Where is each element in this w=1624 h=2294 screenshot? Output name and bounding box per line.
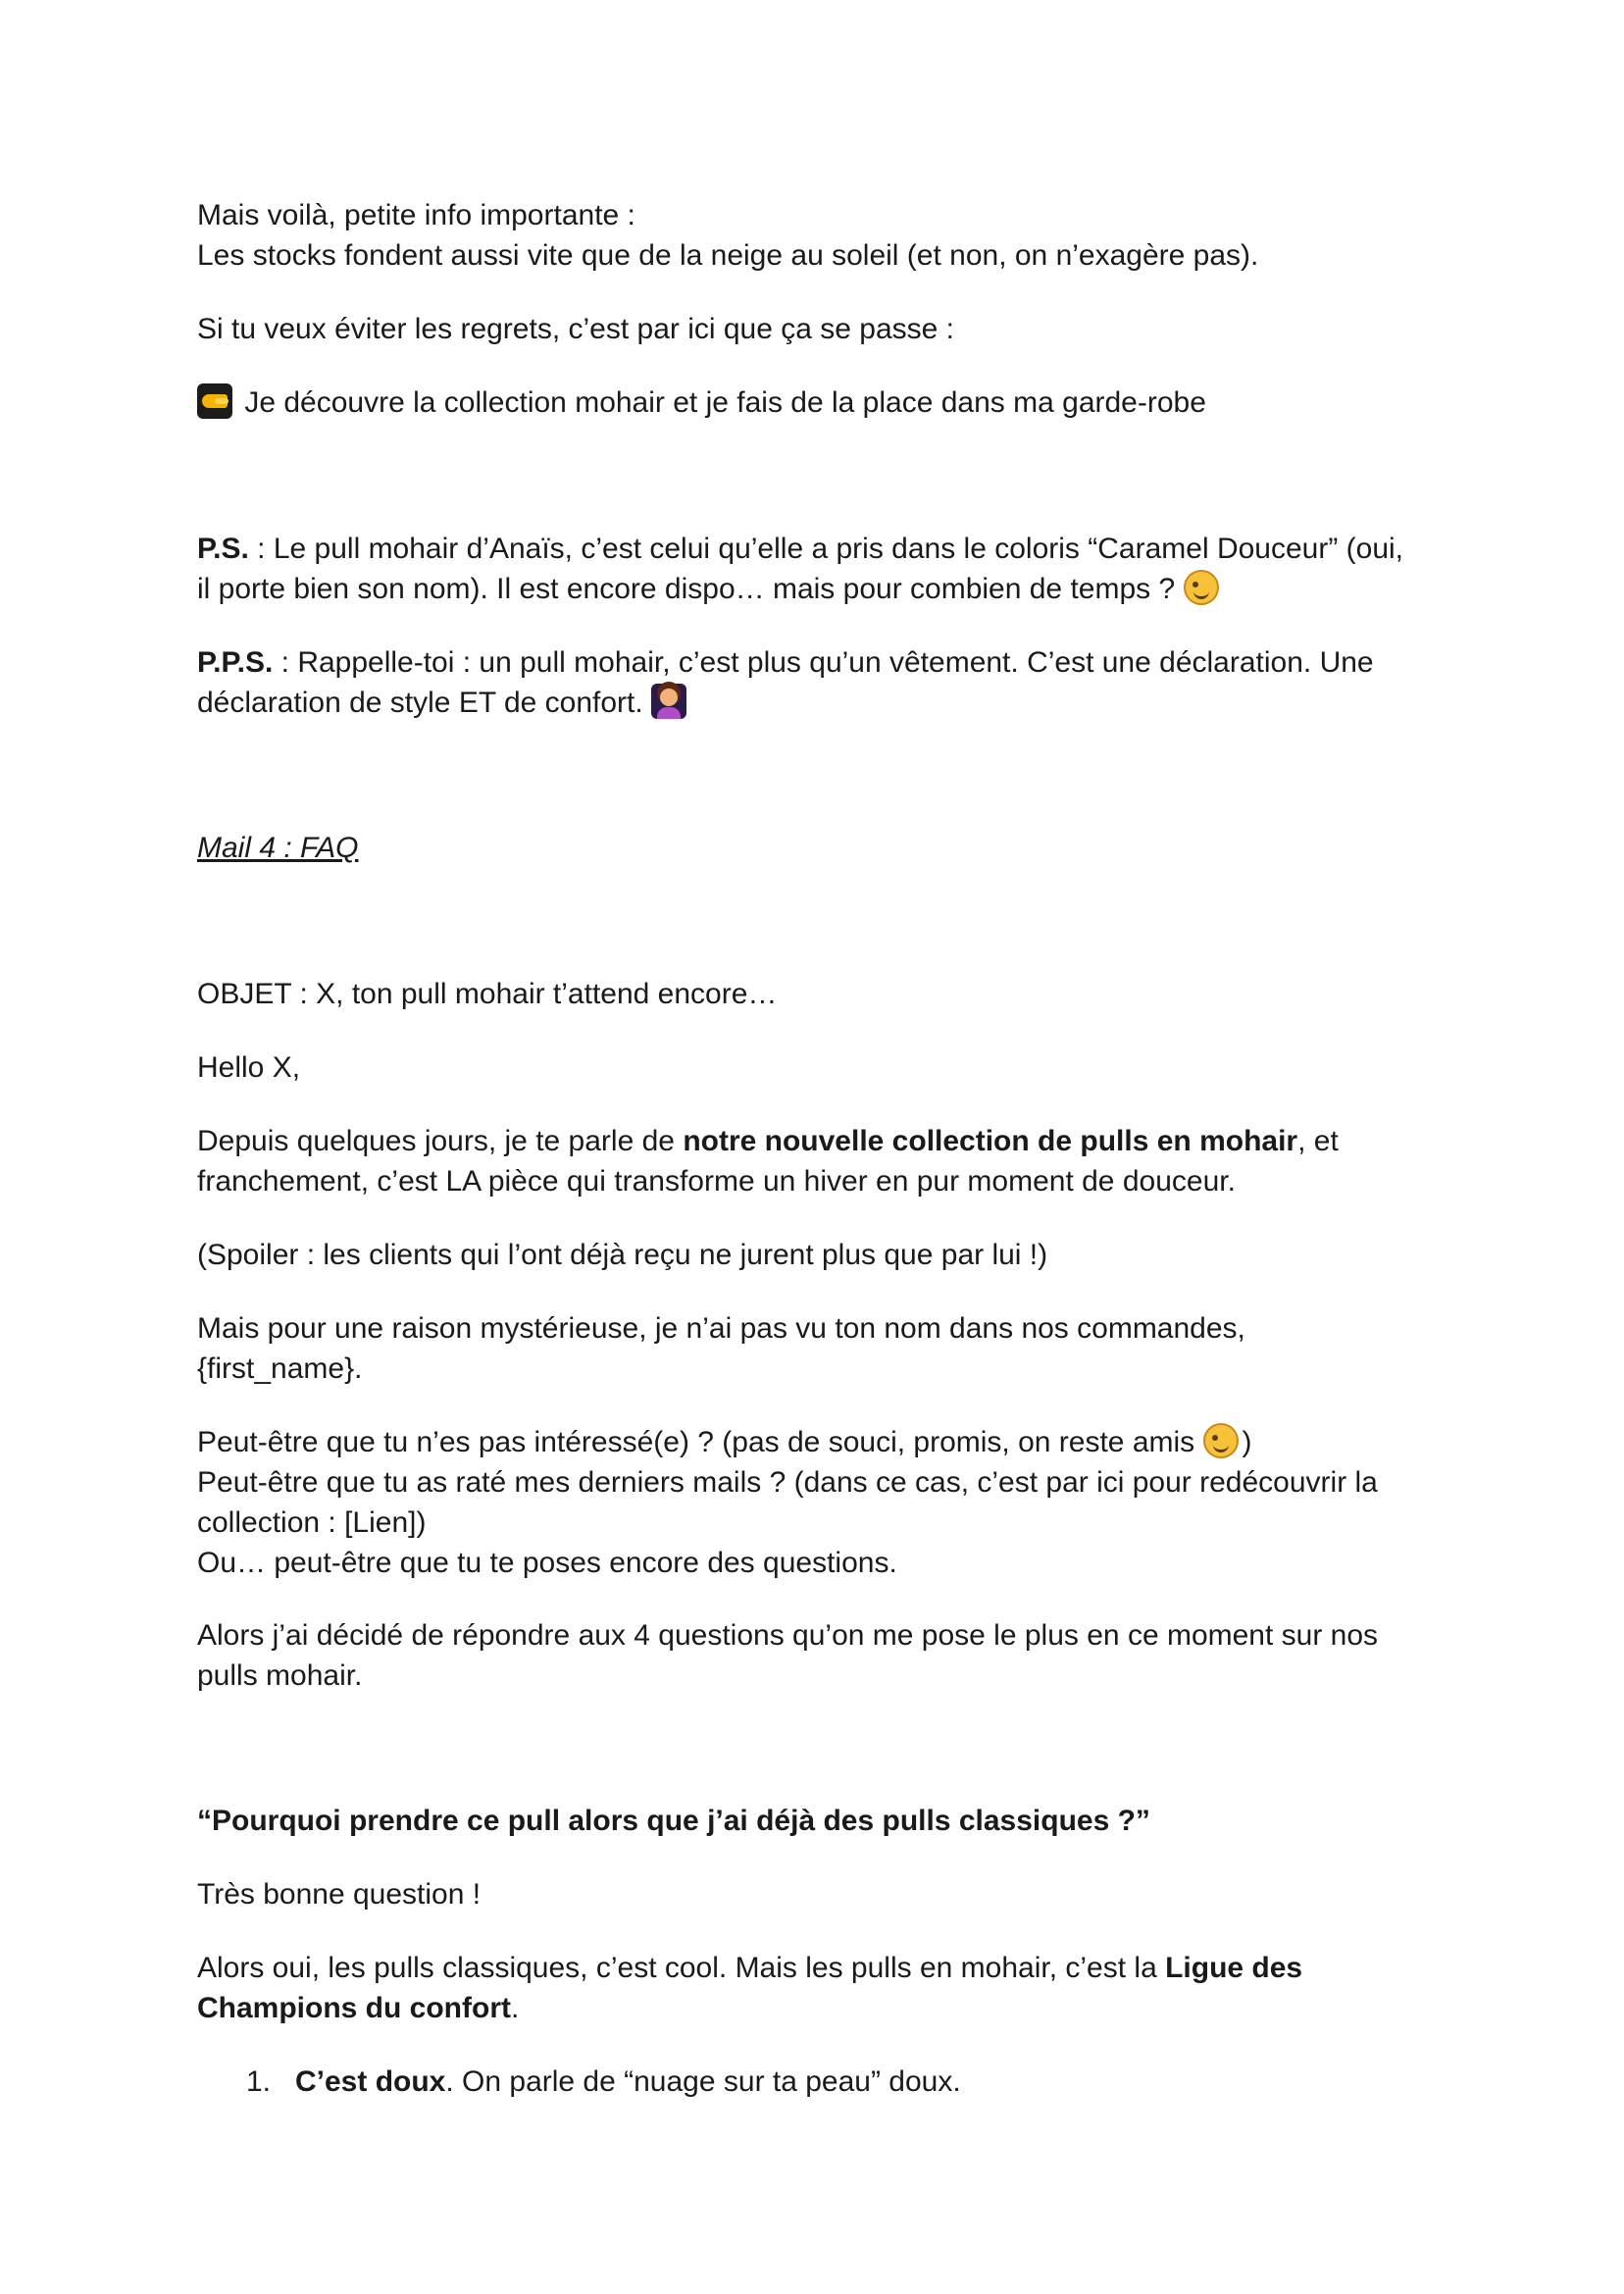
champions-line-2-bold: Champions du confort	[197, 1992, 511, 2024]
maybe-line-3[interactable]: collection : [Lien])	[197, 1506, 427, 1539]
greeting: Hello X,	[197, 1051, 301, 1084]
winking-face-icon	[1184, 570, 1219, 605]
info-line-2: Les stocks fondent aussi vite que de la neige au soleil (et non, on n’exagère pas).	[197, 239, 1259, 272]
mysterious-line-1: Mais pour une raison mystérieuse, je n’ai pas vu ton nom dans nos commandes,	[197, 1312, 1245, 1345]
answer-intro: Très bonne question !	[197, 1878, 482, 1911]
list-item-rest: . On parle de “nuage sur ta peau” doux.	[445, 2065, 961, 2098]
champions-text-a: Alors oui, les pulls classiques, c’est cool. Mais les pulls en mohair, c’est la	[197, 1952, 1166, 1984]
mysterious-paragraph	[197, 1308, 1443, 1389]
decision-paragraph	[197, 1615, 1443, 1696]
email-subject: OBJET : X, ton pull mohair t’attend encore…	[197, 978, 778, 1010]
ps-line-2: il porte bien son nom). Il est encore dispo… mais pour combien de temps ?	[197, 573, 1176, 605]
maybe-line-2: Peut-être que tu as raté mes derniers mails ? (dans ce cas, c’est par ici pour redécouvrir la	[197, 1466, 1378, 1499]
mysterious-line-2: {first_name}.	[197, 1352, 363, 1385]
maybe-paragraph	[197, 1422, 1443, 1583]
decision-line-2: pulls mohair.	[197, 1659, 363, 1692]
maybe-line-1: Peut-être que tu n’es pas intéressé(e) ? (pas de souci, promis, on reste amis	[197, 1426, 1203, 1458]
maybe-line-4: Ou… peut-être que tu te poses encore des questions.	[197, 1547, 897, 1579]
list-item-bold: C’est doux	[295, 2065, 446, 2098]
info-paragraph	[197, 195, 1443, 276]
regrets-paragraph: Si tu veux éviter les regrets, c’est par ici que ça se passe :	[197, 313, 955, 345]
ps-label: P.S.	[197, 533, 249, 565]
list-item	[295, 2062, 1443, 2102]
ps-line-1: : Le pull mohair d’Anaïs, c’est celui qu’elle a pris dans le coloris “Caramel Douceur” (oui,	[248, 533, 1404, 565]
winking-face-icon	[1203, 1423, 1239, 1458]
champions-line-2-end: .	[510, 1992, 520, 2024]
collection-link-paragraph[interactable]	[197, 382, 1443, 423]
ps-paragraph	[197, 529, 1443, 609]
maybe-line-1-end: )	[1242, 1426, 1252, 1458]
collection-link-text[interactable]: Je découvre la collection mohair et je fais de la place dans ma garde-robe	[244, 386, 1206, 419]
list-number: 1.	[246, 2065, 272, 2098]
intro-paragraph	[197, 1121, 1443, 1201]
woman-tipping-hand-icon	[651, 684, 686, 719]
intro-text-bold: notre nouvelle collection de pulls en mohair	[683, 1125, 1298, 1157]
pps-label: P.P.S.	[197, 646, 274, 679]
spoiler-paragraph: (Spoiler : les clients qui l’ont déjà reçu ne jurent plus que par lui !)	[197, 1239, 1048, 1271]
decision-line-1: Alors j’ai décidé de répondre aux 4 questions qu’on me pose le plus en ce moment sur nos	[197, 1619, 1379, 1652]
champions-paragraph	[197, 1948, 1443, 2028]
pps-line-2: déclaration de style ET de confort.	[197, 687, 643, 719]
info-line-1: Mais voilà, petite info importante :	[197, 199, 635, 231]
question-heading: “Pourquoi prendre ce pull alors que j’ai déjà des pulls classiques ?”	[197, 1805, 1150, 1837]
pps-line-1: : Rappelle-toi : un pull mohair, c’est plus qu’un vêtement. C’est une déclaration. Une	[273, 646, 1374, 679]
mail-heading: Mail 4 : FAQ	[197, 832, 359, 864]
pps-paragraph	[197, 642, 1443, 723]
backhand-index-pointing-right-icon	[197, 383, 232, 419]
intro-text-a: Depuis quelques jours, je te parle de	[197, 1125, 684, 1157]
champions-text-bold: Ligue des	[1165, 1952, 1303, 1984]
intro-text-c: , et	[1297, 1125, 1339, 1157]
intro-line-2: franchement, c’est LA pièce qui transforme un hiver en pur moment de douceur.	[197, 1165, 1236, 1198]
